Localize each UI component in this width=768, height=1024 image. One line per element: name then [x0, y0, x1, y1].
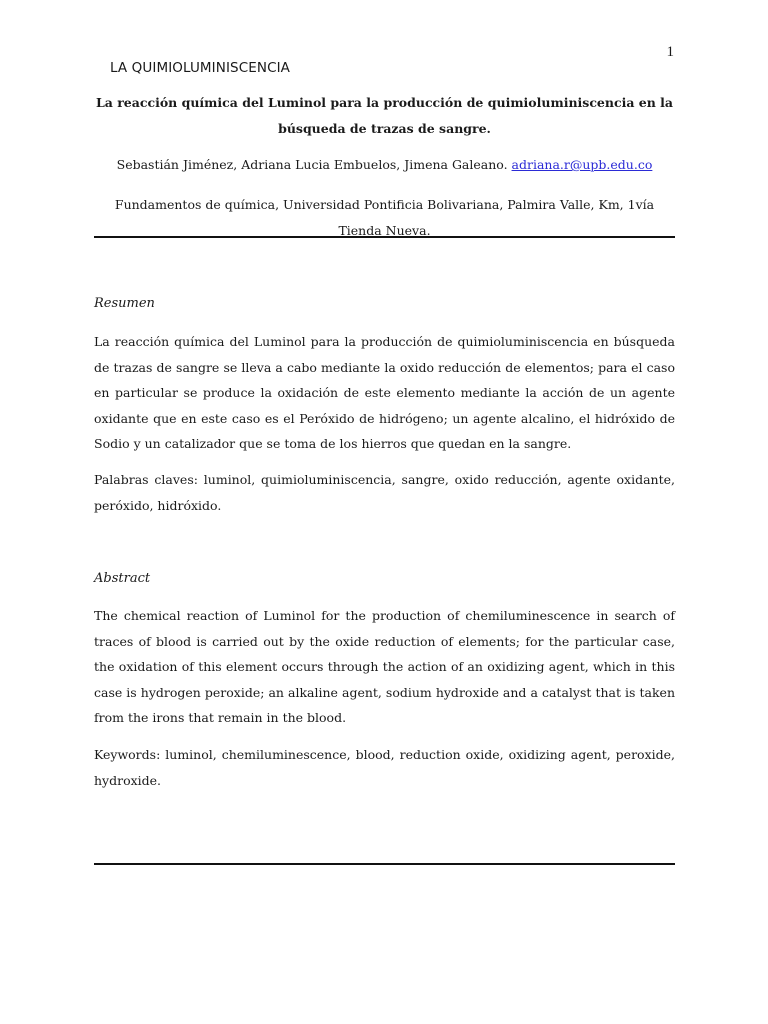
- top-divider: [94, 236, 675, 238]
- abstract-body: The chemical reaction of Luminol for the production of chemiluminescence in search of traces of blood is carried out by the oxide reduction of elements; for the particular case, the oxidation of this element occurs through the action of an oxidizing agent, which in this case is hydrogen peroxide; an alkaline agent, sodium hydroxide and a catalyst that is taken from the irons that remain in the blood.: [94, 608, 675, 725]
- bottom-divider: [94, 863, 675, 865]
- author-email-link[interactable]: adriana.r@upb.edu.co: [511, 157, 653, 172]
- author-names: Sebastián Jiménez, Adriana Lucia Embuelos, Jimena Galeano.: [116, 157, 508, 172]
- affiliation: Fundamentos de química, Universidad Pontificia Bolivariana, Palmira Valle, Km, 1vía Tienda Nueva.: [114, 197, 655, 238]
- abstract-heading: Abstract: [94, 571, 151, 586]
- resumen-heading: Resumen: [94, 296, 155, 311]
- paper-title: La reacción química del Luminol para la producción de quimioluminiscencia en la búsqueda de trazas de sangre.: [95, 95, 674, 136]
- author-line: [94, 156, 675, 174]
- resumen-body: La reacción química del Luminol para la producción de quimioluminiscencia en búsqueda de trazas de sangre se lleva a cabo mediante la oxido reducción de elementos; para el caso en particular se produce la oxidación de este elemento mediante la acción de un agente oxidante que en este caso es el Peróxido de hidrógeno; un agente alcalino, el hidróxido de Sodio y un catalizador que se toma de los hierros que quedan en la sangre.: [94, 334, 675, 451]
- running-head: LA QUIMIOLUMINISCENCIA: [110, 60, 291, 76]
- resumen-keywords: Palabras claves: luminol, quimioluminiscencia, sangre, oxido reducción, agente oxidante, peróxido, hidróxido.: [94, 472, 675, 513]
- abstract-keywords: Keywords: luminol, chemiluminescence, blood, reduction oxide, oxidizing agent, peroxide, hydroxide.: [94, 747, 675, 788]
- page-number: 1: [666, 44, 674, 60]
